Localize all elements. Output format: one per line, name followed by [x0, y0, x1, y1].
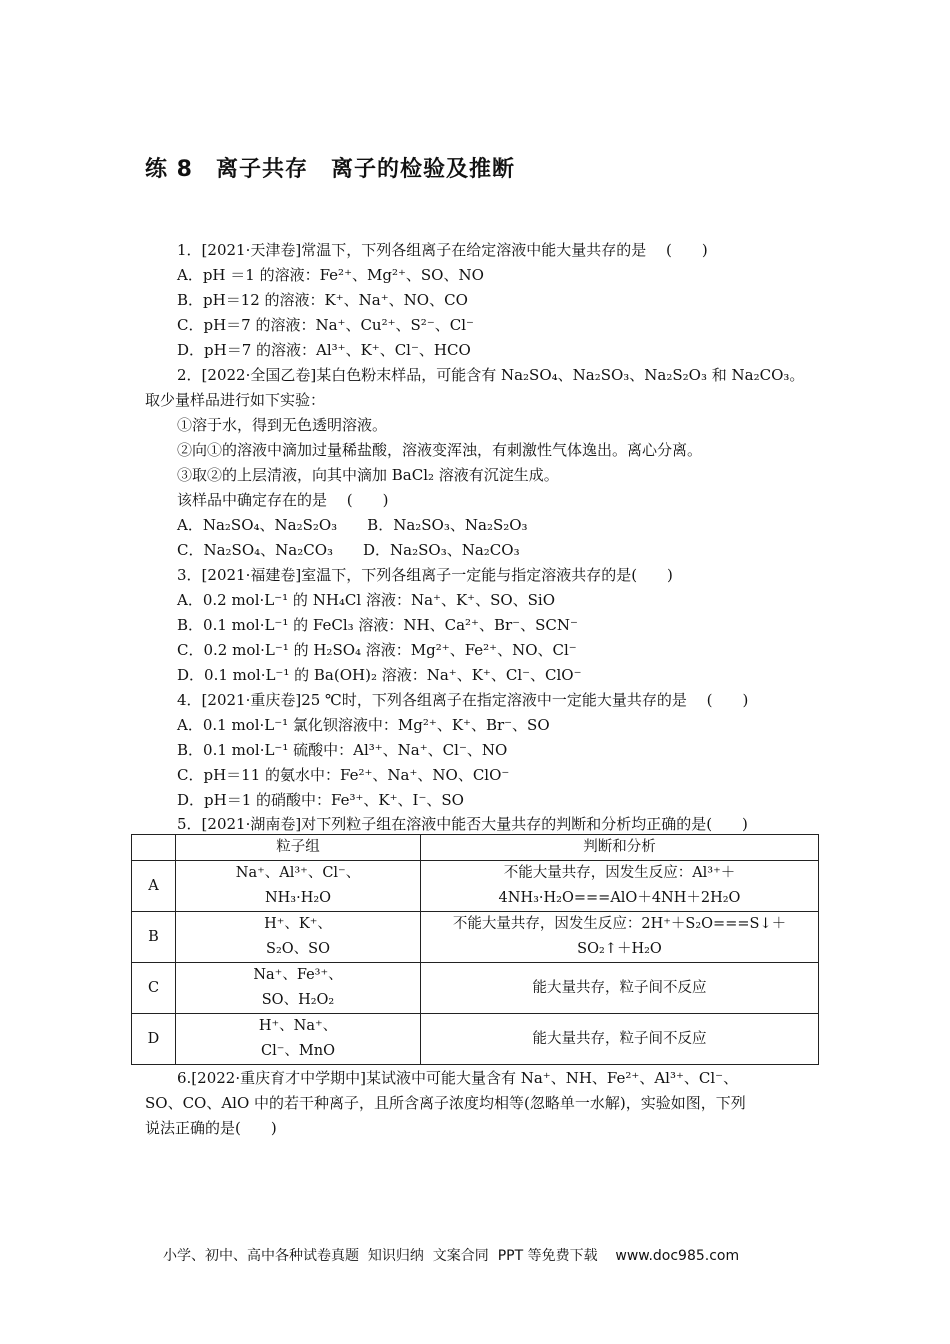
q2-step-3: ③取②的上层清液，向其中滴加 BaCl₂ 溶液有沉淀生成。 — [177, 466, 559, 484]
q2-step-2: ②向①的溶液中滴加过量稀盐酸，溶液变浑浊，有刺激性气体逸出。离心分离。 — [177, 441, 703, 459]
q2-question: 该样品中确定存在的是 ( ) — [177, 491, 389, 509]
q5-table — [131, 834, 819, 1065]
q6-line-3: 说法正确的是( ) — [145, 1119, 277, 1137]
q3-option-a: A．0.2 mol·L⁻¹ 的 NH₄Cl 溶液：Na⁺、K⁺、SO、SiO — [177, 591, 556, 609]
footer-banner: 小学、初中、高中各种试卷真题 知识归纳 文案合同 PPT 等免费下载 www.doc985.com — [163, 1248, 740, 1264]
table-header-key — [132, 835, 176, 861]
q3-option-d: D．0.1 mol·L⁻¹ 的 Ba(OH)₂ 溶液：Na⁺、K⁺、Cl⁻、ClO⁻ — [177, 666, 582, 684]
q2-step-1: ①溶于水，得到无色透明溶液。 — [177, 416, 388, 434]
row-analysis — [421, 861, 819, 912]
q2-options-ab: A．Na₂SO₄、Na₂S₂O₃ B．Na₂SO₃、Na₂S₂O₃ — [177, 516, 528, 534]
q3-option-c: C．0.2 mol·L⁻¹ 的 H₂SO₄ 溶液：Mg²⁺、Fe²⁺、NO、Cl⁻ — [177, 641, 577, 659]
q4-stem: 4．[2021·重庆卷]25 ℃时，下列各组离子在指定溶液中一定能大量共存的是 ( ) — [177, 691, 749, 709]
q1-option-c: C．pH＝7 的溶液：Na⁺、Cu²⁺、S²⁻、Cl⁻ — [177, 316, 474, 334]
q1-option-a: A．pH ＝1 的溶液：Fe²⁺、Mg²⁺、SO、NO — [177, 266, 484, 284]
analysis-line-2: 4NH₃·H₂O===AlO＋4NH＋2H₂O — [498, 890, 741, 906]
q5-stem: 5．[2021·湖南卷]对下列粒子组在溶液中能否大量共存的判断和分析均正确的是( ) — [177, 815, 748, 833]
analysis-line-1: 不能大量共存，因发生反应：Al³⁺＋ — [503, 865, 736, 881]
particles-line-2: Cl⁻、MnO — [261, 1043, 335, 1059]
row-particles — [176, 912, 421, 963]
row-particles — [176, 861, 421, 912]
row-particles — [176, 963, 421, 1014]
particles-line-1: Na⁺、Fe³⁺、 — [253, 967, 343, 983]
analysis-line-2: SO₂↑＋H₂O — [577, 941, 662, 957]
particles-line-2: SO、H₂O₂ — [261, 992, 335, 1008]
particles-line-1: H⁺、Na⁺、 — [258, 1018, 338, 1034]
q6-line-1: 6.[2022·重庆育才中学期中]某试液中可能大量含有 Na⁺、NH、Fe²⁺、Al³⁺、Cl⁻、 — [177, 1069, 739, 1087]
row-key: B — [132, 912, 176, 963]
row-key: D — [132, 1014, 176, 1065]
q3-option-b: B．0.1 mol·L⁻¹ 的 FeCl₃ 溶液：NH、Ca²⁺、Br⁻、SCN⁻ — [177, 616, 578, 634]
q1-option-d: D．pH＝7 的溶液：Al³⁺、K⁺、Cl⁻、HCO — [177, 341, 471, 359]
q2-options-cd: C．Na₂SO₄、Na₂CO₃ D．Na₂SO₃、Na₂CO₃ — [177, 541, 520, 559]
particles-line-1: H⁺、K⁺、 — [264, 916, 332, 932]
q1-option-b: B．pH＝12 的溶液：K⁺、Na⁺、NO、CO — [177, 291, 468, 309]
q1-stem: 1．[2021·天津卷]常温下，下列各组离子在给定溶液中能大量共存的是 ( ) — [177, 241, 708, 259]
q2-stem: 2．[2022·全国乙卷]某白色粉末样品，可能含有 Na₂SO₄、Na₂SO₃、Na₂S₂O₃ 和 Na₂CO₃。 — [177, 366, 805, 384]
analysis-line-1: 不能大量共存，因发生反应：2H⁺＋S₂O===S↓＋ — [452, 916, 787, 932]
row-analysis — [421, 912, 819, 963]
table-header-row — [132, 835, 819, 861]
row-analysis: 能大量共存，粒子间不反应 — [421, 963, 819, 1014]
table-row — [132, 1014, 819, 1065]
q2-stem-continued: 取少量样品进行如下实验： — [145, 391, 326, 409]
table-row — [132, 963, 819, 1014]
row-key: C — [132, 963, 176, 1014]
q4-option-d: D．pH＝1 的硝酸中：Fe³⁺、K⁺、I⁻、SO — [177, 791, 464, 809]
row-analysis: 能大量共存，粒子间不反应 — [421, 1014, 819, 1065]
particles-line-1: Na⁺、Al³⁺、Cl⁻、 — [235, 865, 361, 881]
page-title: 练 8 离子共存 离子的检验及推断 — [145, 157, 515, 182]
particles-line-2: S₂O、SO — [266, 941, 330, 957]
table-row — [132, 912, 819, 963]
q4-option-c: C．pH＝11 的氨水中：Fe²⁺、Na⁺、NO、ClO⁻ — [177, 766, 510, 784]
table-row — [132, 861, 819, 912]
row-particles — [176, 1014, 421, 1065]
particles-line-2: NH₃·H₂O — [264, 890, 332, 906]
q4-option-b: B．0.1 mol·L⁻¹ 硫酸中：Al³⁺、Na⁺、Cl⁻、NO — [177, 741, 508, 759]
table-header-particles: 粒子组 — [176, 835, 421, 861]
q3-stem: 3．[2021·福建卷]室温下，下列各组离子一定能与指定溶液共存的是( ) — [177, 566, 673, 584]
q4-option-a: A．0.1 mol·L⁻¹ 氯化钡溶液中：Mg²⁺、K⁺、Br⁻、SO — [177, 716, 550, 734]
q6-line-2: SO、CO、AlO 中的若干种离子，且所含离子浓度均相等(忽略单一水解)，实验如图，下列 — [145, 1094, 746, 1112]
row-key: A — [132, 861, 176, 912]
table-header-analysis: 判断和分析 — [421, 835, 819, 861]
